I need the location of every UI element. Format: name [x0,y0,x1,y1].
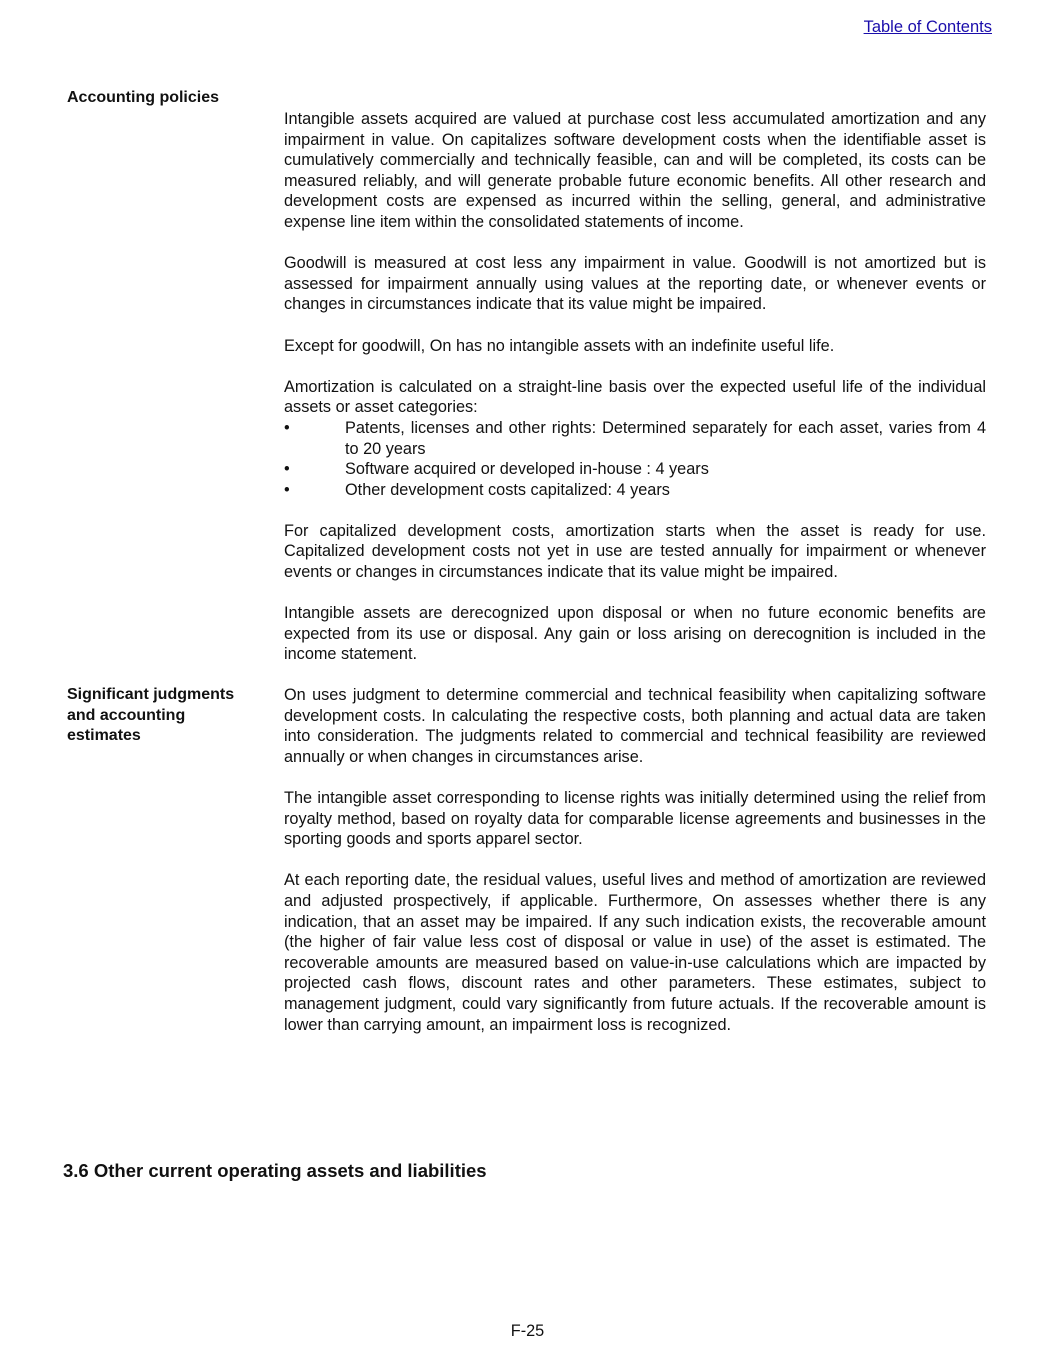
list-item [284,418,986,459]
significant-judgments-label-line: Significant judgments [67,686,235,703]
amortization-bullet-list [284,418,986,500]
bullet-icon: • [284,480,290,499]
accounting-policies-paragraph-2: Goodwill is measured at cost less any impairment in value. Goodwill is not amortized but is assessed for impairment annually using values at the reporting date, or whenever events or changes in circumstances indicate that its value might be impaired. [284,254,986,314]
bullet-icon: • [284,418,290,437]
accounting-policies-paragraph-1: Intangible assets acquired are valued at purchase cost less accumulated amortization and any impairment in value. On capitalizes software development costs when the identifiable asset is cumulatively commercially and technically feasible, can and will be completed, its costs can be measured reliably, and will generate probable future economic benefits. All other research and development costs are expensed as incurred within the selling, general, and administrative expense line item within the consolidated statements of income. [284,110,986,231]
accounting-policies-paragraph-3: Except for goodwill, On has no intangible assets with an indefinite useful life. [284,336,835,355]
significant-judgments-paragraph-3: At each reporting date, the residual values, useful lives and method of amortization are reviewed and adjusted prospectively, if applicable. Furthermore, On assesses whether there is any indication, that an asset may be impaired. If any such indication exists, the recoverable amount (the higher of fair value less cost of disposal or value in use) of the asset is estimated. The recoverable amounts are measured based on value-in-use calculations which are impacted by projected cash flows, discount rates and other parameters. These estimates, subject to management judgment, could vary significantly from future actuals. If the recoverable amount is lower than carrying amount, an impairment loss is recognized. [284,871,986,1034]
bullet-text: Other development costs capitalized: 4 years [345,480,670,499]
accounting-policies-content [284,109,986,665]
accounting-policies-paragraph-6: Intangible assets are derecognized upon disposal or when no future economic benefits are expected from its use or disposal. Any gain or loss arising on derecognition is included in the income statement. [284,604,986,664]
accounting-policies-paragraph-5: For capitalized development costs, amortization starts when the asset is ready for use. Capitalized development costs not yet in use are tested annually for impairment or whenever events or changes in circumstances indicate that its value might be impaired. [284,521,986,582]
bullet-text: Patents, licenses and other rights: Determined separately for each asset, varies from 4 to 20 years [345,418,986,458]
list-item [284,459,986,480]
bullet-text: Software acquired or developed in-house : 4 years [345,460,709,479]
significant-judgments-label-line: and accounting [67,706,186,724]
list-item [284,480,986,501]
significant-judgments-label [67,685,267,747]
significant-judgments-content [284,685,986,1035]
accounting-policies-label: Accounting policies [67,89,220,106]
section-heading: 3.6 Other current operating assets and liabilities [63,1160,487,1181]
bullet-icon: • [284,460,290,479]
page-number: F-25 [510,1322,545,1340]
significant-judgments-paragraph-2: The intangible asset corresponding to license rights was initially determined using the relief from royalty method, based on royalty data for comparable license agreements and businesses in the sporting goods and sports apparel sector. [284,788,986,849]
accounting-policies-paragraph-4: Amortization is calculated on a straight-line basis over the expected useful life of the individual assets or asset categories: [284,377,986,417]
significant-judgments-label-line: estimates [67,727,141,745]
table-of-contents-link[interactable]: Table of Contents [863,18,992,36]
significant-judgments-paragraph-1: On uses judgment to determine commercial and technical feasibility when capitalizing software development costs. In calculating the respective costs, both planning and actual data are taken into consideration. The judgments related to commercial and technical feasibility are reviewed annually or when changes in circumstances arise. [284,686,986,766]
